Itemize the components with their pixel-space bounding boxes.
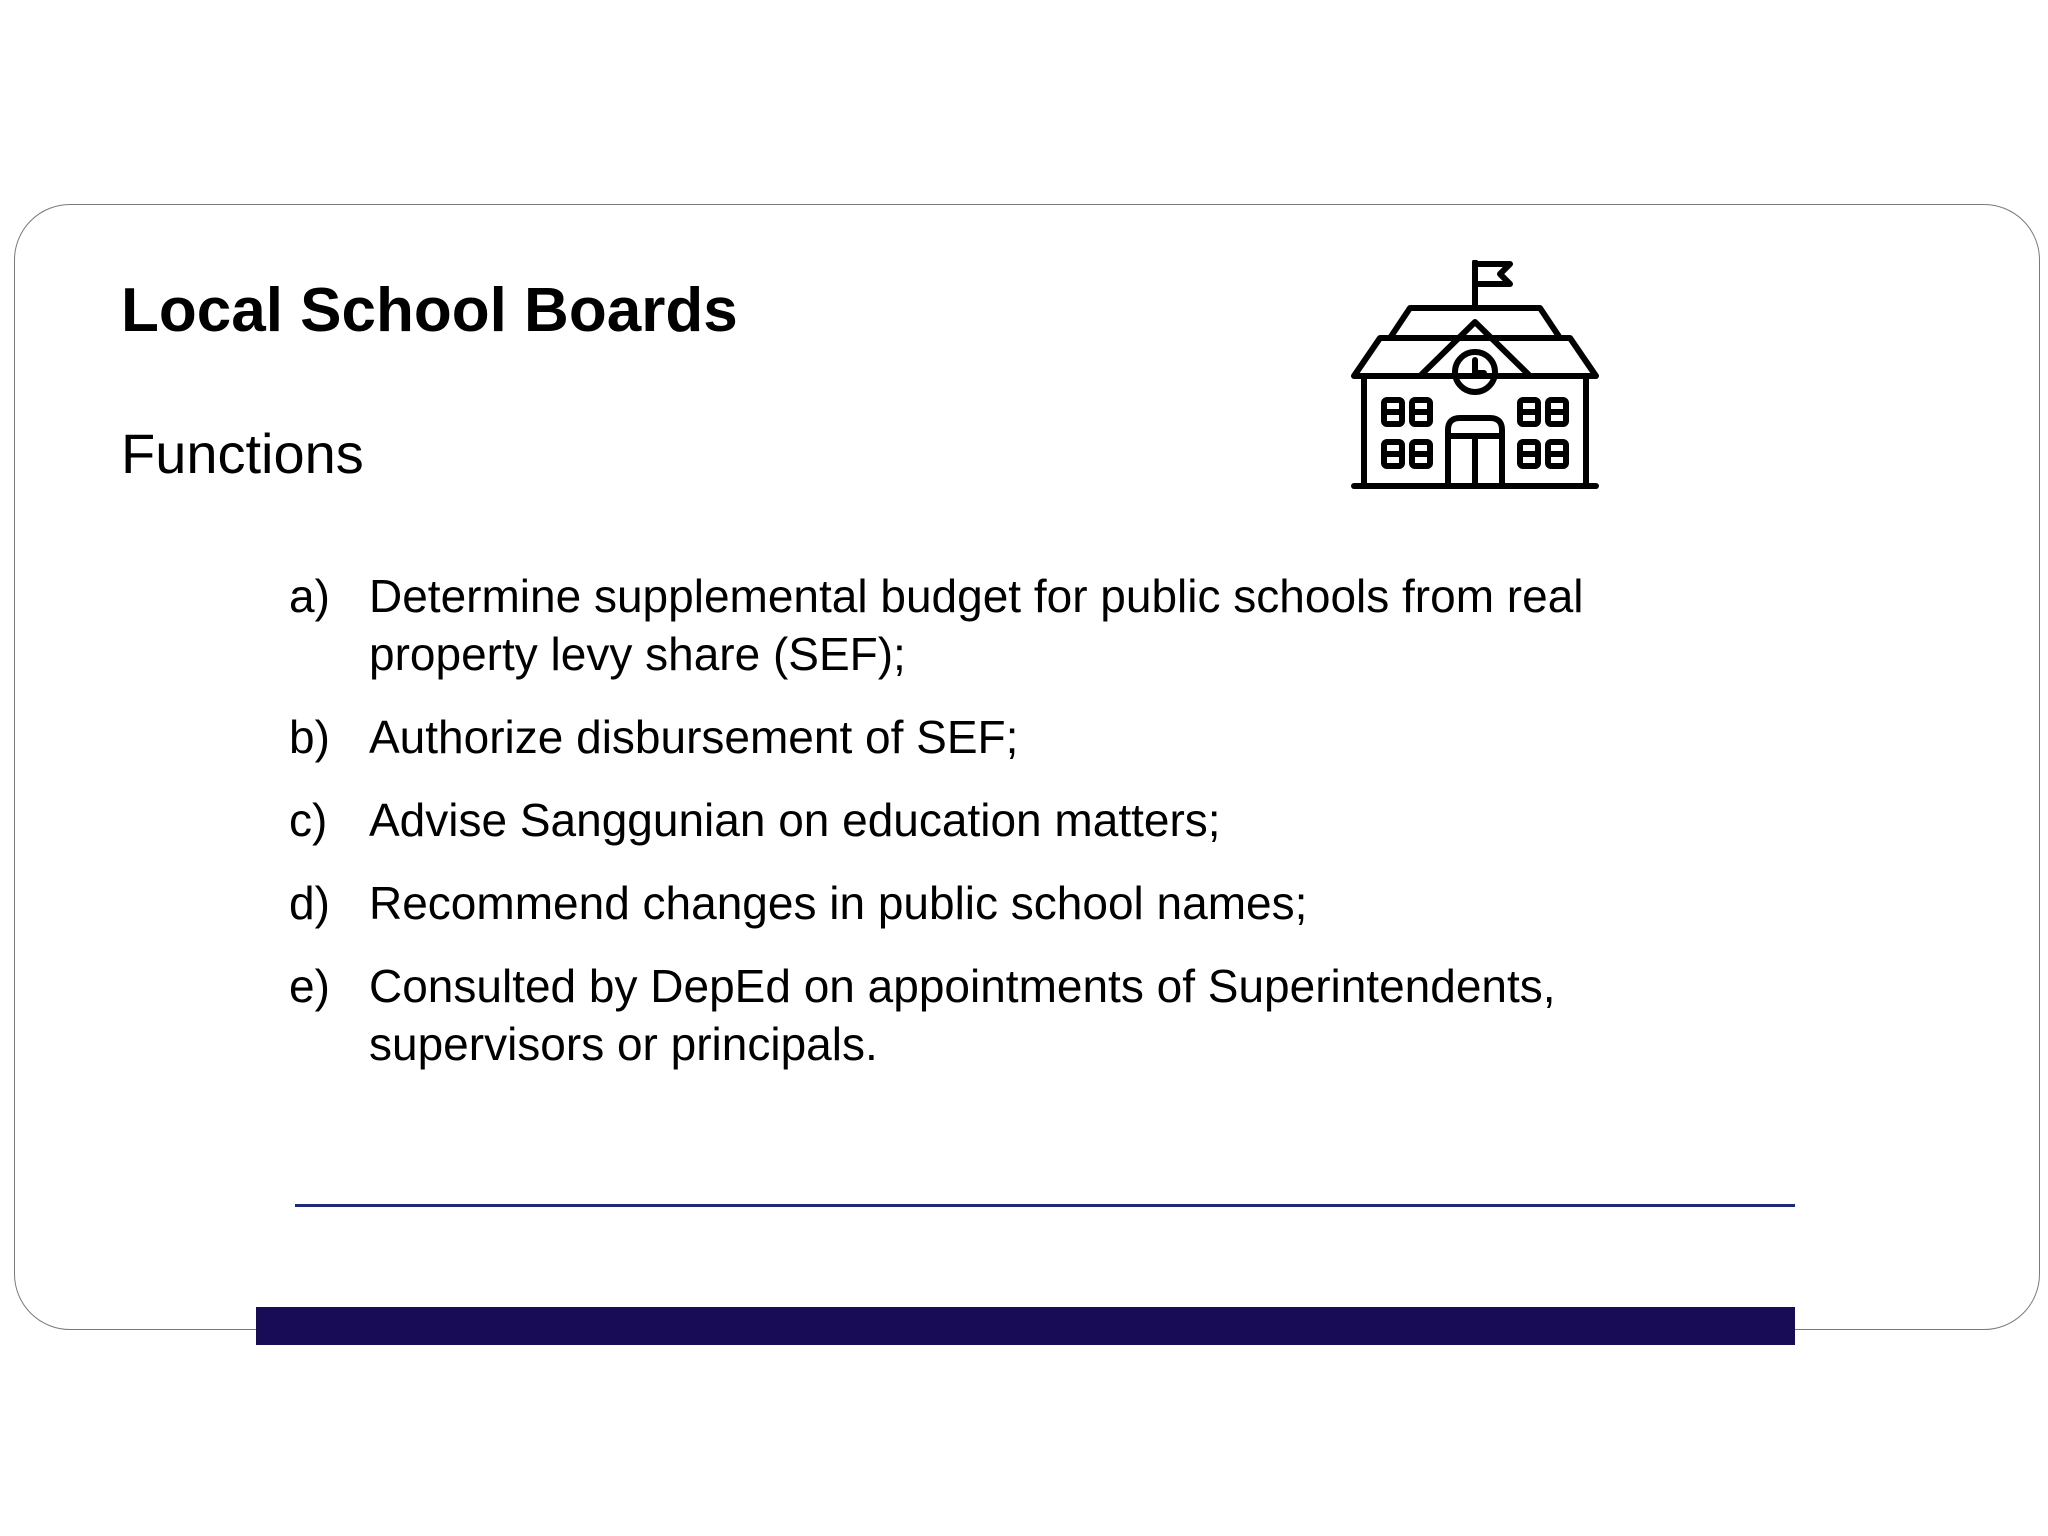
functions-list xyxy=(289,567,1709,1098)
list-item xyxy=(289,957,1709,1073)
list-item-text: Advise Sanggunian on education matters; xyxy=(369,794,1221,846)
list-marker: c) xyxy=(289,794,328,846)
list-marker: a) xyxy=(289,570,330,622)
list-item xyxy=(289,791,1709,849)
slide-subtitle: Functions xyxy=(121,422,364,485)
list-item-text: Determine supplemental budget for public schools from real property levy share (SEF); xyxy=(369,570,1584,680)
list-item-text: Recommend changes in public school names; xyxy=(369,877,1308,929)
school-building-icon xyxy=(1350,260,1600,492)
divider-line xyxy=(295,1204,1795,1207)
list-item xyxy=(289,567,1709,683)
list-marker: b) xyxy=(289,711,330,763)
list-item-text: Authorize disbursement of SEF; xyxy=(369,711,1019,763)
list-item-text: Consulted by DepEd on appointments of Superintendents, supervisors or principals. xyxy=(369,960,1556,1070)
list-item xyxy=(289,874,1709,932)
list-marker: e) xyxy=(289,960,330,1012)
slide-title: Local School Boards xyxy=(121,276,738,345)
footer-bar xyxy=(256,1307,1795,1345)
list-marker: d) xyxy=(289,877,330,929)
list-item xyxy=(289,708,1709,766)
